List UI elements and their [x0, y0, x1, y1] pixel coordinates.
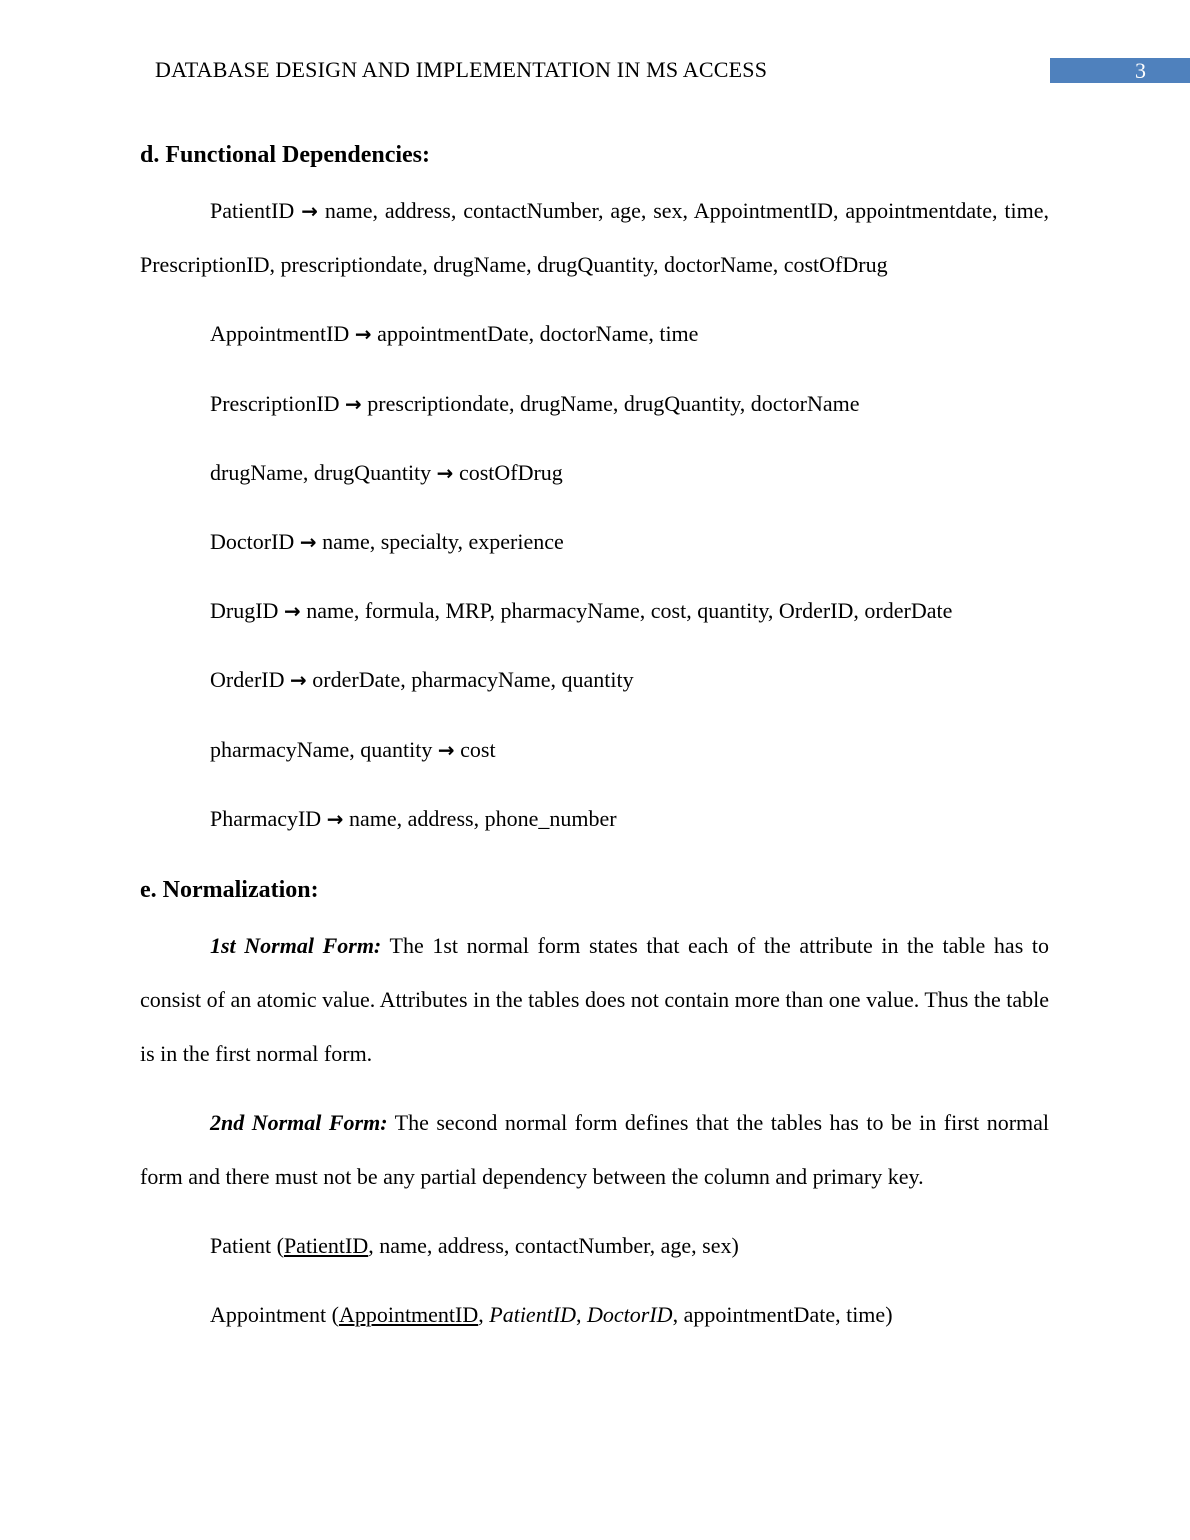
fd-line — [210, 458, 563, 488]
relation-attributes: , appointmentDate, time) — [672, 1302, 893, 1327]
fd-patient-lhs: PatientID — [210, 198, 295, 223]
fd-lhs: DrugID — [210, 598, 279, 623]
separator: , — [478, 1302, 490, 1327]
relation-appointment — [210, 1300, 893, 1330]
fd-lhs: AppointmentID — [210, 321, 350, 346]
fd-lhs: OrderID — [210, 667, 285, 692]
fd-line — [210, 804, 617, 834]
arrow-icon: → — [436, 461, 454, 485]
running-head: DATABASE DESIGN AND IMPLEMENTATION IN MS ACCESS — [155, 57, 768, 82]
arrow-icon: → — [437, 738, 455, 762]
fd-line — [210, 389, 860, 419]
relation-attributes: , name, address, contactNumber, age, sex) — [368, 1233, 739, 1258]
fd-lhs: pharmacyName, quantity — [210, 737, 433, 762]
heading-normalization: e. Normalization: — [140, 877, 319, 903]
foreign-key: DoctorID — [587, 1302, 673, 1327]
first-nf-text: The 1st normal form states that each of the attribute in the table has to consist of an atomic value. Attributes in the tables does not contain more than one value. Thus the table is in the first normal form. — [140, 933, 1049, 1066]
separator: , — [576, 1302, 588, 1327]
fd-lhs: DoctorID — [210, 529, 295, 554]
first-nf-label: 1st Normal Form: — [210, 933, 382, 958]
fd-rhs: cost — [460, 737, 496, 762]
primary-key: AppointmentID — [338, 1302, 479, 1327]
second-normal-form-paragraph — [140, 1096, 1049, 1204]
fd-patient-rhs: name, address, contactNumber, age, sex, AppointmentID, appointmentdate, time, PrescriptionID, prescriptiondate, drugName, drugQuantity, doctorName, costOfDrug — [140, 198, 1049, 277]
second-nf-text: The second normal form defines that the tables has to be in first normal form and there must not be any partial dependency between the column and primary key. — [140, 1110, 1050, 1189]
fd-line — [210, 527, 564, 557]
relation-name: Patient ( — [210, 1233, 284, 1258]
fd-line — [210, 735, 496, 765]
relation-patient — [210, 1231, 739, 1261]
fd-lhs: drugName, drugQuantity — [210, 460, 432, 485]
arrow-icon: → — [283, 599, 301, 623]
fd-rhs: prescriptiondate, drugName, drugQuantity, doctorName — [367, 391, 860, 416]
fd-lhs: PrescriptionID — [210, 391, 340, 416]
relation-name: Appointment ( — [210, 1302, 339, 1327]
fd-line — [210, 596, 952, 626]
fd-rhs: name, specialty, experience — [322, 529, 564, 554]
fd-rhs: name, formula, MRP, pharmacyName, cost, quantity, OrderID, orderDate — [306, 598, 953, 623]
fd-line — [210, 665, 634, 695]
fd-rhs: orderDate, pharmacyName, quantity — [312, 667, 634, 692]
arrow-icon: → — [290, 668, 307, 692]
page-number-box — [1050, 58, 1190, 83]
foreign-key: PatientID — [489, 1302, 577, 1327]
primary-key: PatientID — [283, 1233, 369, 1258]
arrow-icon: → — [354, 322, 372, 346]
first-normal-form-paragraph — [140, 919, 1049, 1081]
fd-rhs: appointmentDate, doctorName, time — [377, 321, 699, 346]
arrow-icon: → — [301, 199, 318, 223]
fd-rhs: name, address, phone_number — [348, 806, 617, 831]
page-number: 3 — [1135, 58, 1146, 83]
fd-line — [210, 319, 698, 349]
second-nf-label: 2nd Normal Form: — [210, 1110, 388, 1135]
heading-functional-dependencies: d. Functional Dependencies: — [140, 142, 431, 168]
arrow-icon: → — [345, 392, 362, 416]
fd-lhs: PharmacyID — [210, 806, 322, 831]
fd-patient-paragraph — [140, 184, 1049, 292]
arrow-icon: → — [299, 530, 317, 554]
arrow-icon: → — [326, 807, 344, 831]
fd-rhs: costOfDrug — [458, 460, 563, 485]
